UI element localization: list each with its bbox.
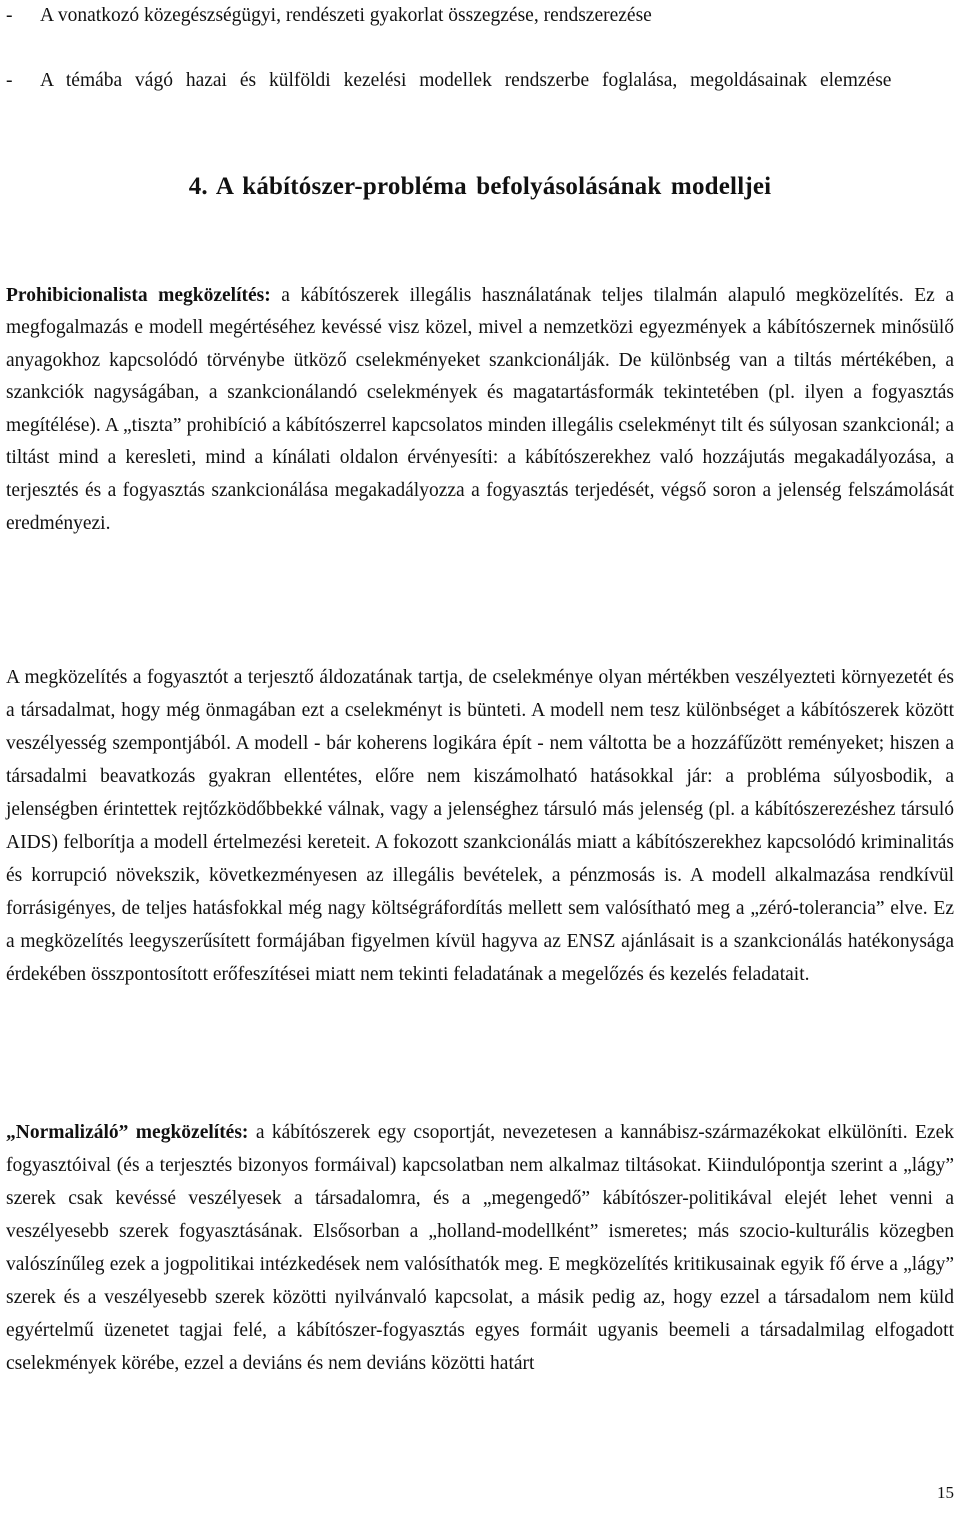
bullet-text: A témába vágó hazai és külföldi kezelési modellek rendszerbe foglalása, megoldásainak elemzése (40, 70, 892, 91)
paragraph-normalizing (6, 1116, 954, 1380)
bullet-text: A vonatkozó közegészségügyi, rendészeti gyakorlat összegzése, rendszerezése (40, 5, 652, 26)
page-number: 15 (937, 1483, 954, 1502)
paragraph-critique (6, 661, 954, 991)
bullet-item (6, 64, 954, 98)
bullet-dash: - (6, 70, 13, 91)
paragraph-body: a kábítószerek illegális használatának teljes tilalmán alapuló megközelítés. Ez a megfogalmazás e modell megértéséhez kevéssé visz közel, mivel a nemzetközi egyezmények a kábítószernek minősülő anyagokhoz kapcsolódó törvénybe ütköző cselekményeket szankcionálják. De különbség van a tiltás mértékében, a szankciók nagyságában, a szankcionálandó cselekmények és magatartásformák tekintetében (pl. ilyen a fogyasztás megítélése). A „tiszta” prohibíció a kábítószerrel kapcsolatos minden illegális cselekményt tilt és súlyosan szankcionál; a tiltást mind a keresleti, mind a kínálati oldalon érvényesíti: a kábítószerekhez való hozzájutás megakadályozása, a terjesztés és a fogyasztás szankcionálása megakadályozza a fogyasztás terjedését, végső soron a jelenség felszámolását eredményezi. (6, 284, 954, 534)
paragraph-lead-term: Prohibicionalista megközelítés: (6, 284, 271, 306)
paragraph-body: a kábítószerek egy csoportját, nevezetesen a kannábisz-származékokat elkülöníti. Ezek fogyasztóival (és a terjesztés bizonyos formáival) kapcsolatban nem alkalmaz tiltásokat. Kiindulópontja szerint a „lágy” szerek csak kevéssé veszélyesek a társadalomra, és a „megengedő” kábítószer-politikával elejét lehet venni a veszélyesebb szerek fogyasztásának. Elsősorban a „holland-modellként” ismeretes; más szocio-kulturális közegben valószínűleg ezek a jogpolitikai intézkedések nem valósíthatók meg. E megközelítés kritikusainak egyik fő érve a „lágy” szerek és a veszélyesebb szerek közötti nyilvánvaló kapcsolat, a másik pedig az, hogy ezzel a társadalom nem küld egyértelmű üzenetet tagjai felé, a kábítószer-fogyasztás egyes formáit ugyanis beemeli a társadalmilag elfogadott cselekmények körébe, ezzel a deviáns és nem deviáns közötti határt (6, 1121, 954, 1374)
bullet-dash: - (6, 5, 13, 26)
paragraph-prohibitionist (6, 280, 954, 541)
section-heading: 4. A kábítószer-probléma befolyásolásának modelljei (188, 173, 772, 200)
paragraph-lead-term: „Normalizáló” megközelítés: (6, 1121, 249, 1143)
bullet-item (6, 0, 954, 33)
paragraph-body: A megközelítés a fogyasztót a terjesztő áldozatának tartja, de cselekménye olyan mértékben veszélyezteti környezetét és a társadalmat, hogy még önmagában ezt a cselekményt is bünteti. A modell nem tesz különbséget a kábítószerek között veszélyesség szempontjából. A modell - bár koherens logikára épít - nem váltotta be a hozzáfűzött reményeket; hiszen a társadalmi beavatkozás gyakran ellentétes, előre nem kiszámolható hatásokkal jár: a probléma súlyosbodik, a jelenségben érintettek rejtőzködőbbekké válnak, vagy a jelenséghez társuló más jelenség (pl. a kábítószerezéshez társuló AIDS) felborítja a modell értelmezési kereteit. A fokozott szankcionálás miatt a kábítószerekhez kapcsolódó kriminalitás és korrupció növekszik, következményesen az illegális bevételek, a pénzmosás is. A modell alkalmazása rendkívül forrásigényes, de teljes hatásfokkal még nagy költségráfordítás mellett sem valósítható meg a „zéró-tolerancia” elve. Ez a megközelítés leegyszerűsített formájában figyelmen kívül hagyva az ENSZ ajánlásait is a szankcionálás hatékonysága érdekében összpontosított erőfeszítései miatt nem tekinti feladatának a megelőzés és kezelés feladatait. (6, 666, 954, 985)
